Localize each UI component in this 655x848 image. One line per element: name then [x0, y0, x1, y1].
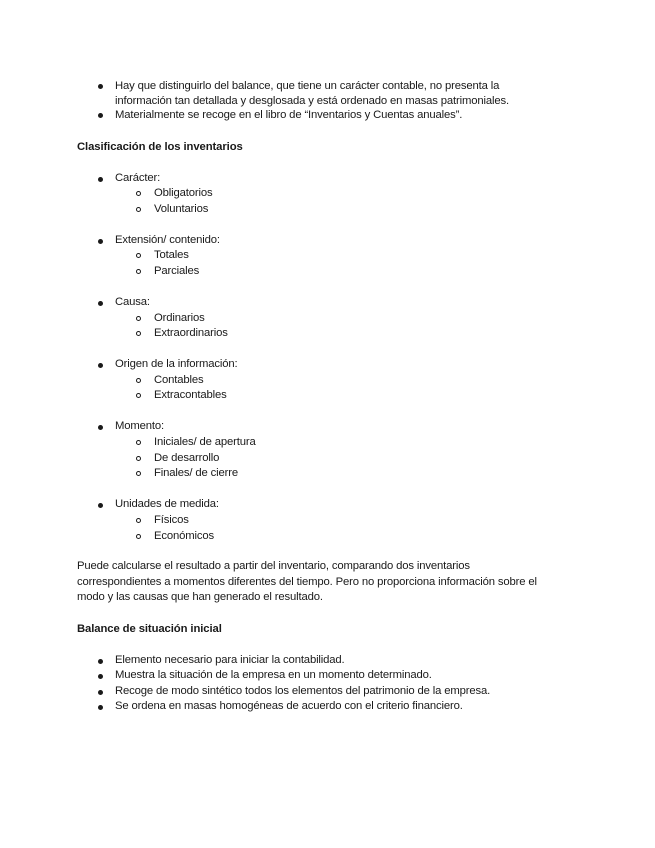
bullet-circle-icon	[136, 316, 141, 321]
bullet-disc-icon	[98, 705, 103, 710]
group-item: Iniciales/ de apertura	[154, 436, 256, 448]
bullet-circle-icon	[136, 456, 141, 461]
group-item: De desarrollo	[154, 452, 220, 464]
paragraph-line: correspondientes a momentos diferentes del tiempo. Pero no proporciona información sobre el	[77, 576, 537, 588]
bullet-disc-icon	[98, 363, 103, 368]
group-item: Obligatorios	[154, 187, 213, 199]
group-item: Voluntarios	[154, 203, 209, 215]
bullet-circle-icon	[136, 331, 141, 336]
group-item: Totales	[154, 249, 189, 261]
bullet-circle-icon	[136, 518, 141, 523]
bullet-circle-icon	[136, 207, 141, 212]
balance-bullet-text: Recoge de modo sintético todos los elementos del patrimonio de la empresa.	[115, 685, 491, 697]
section-heading-balance: Balance de situación inicial	[77, 623, 222, 635]
bullet-disc-icon	[98, 659, 103, 664]
group-label: Origen de la información:	[115, 358, 238, 370]
group-item: Extraordinarios	[154, 327, 228, 339]
bullet-disc-icon	[98, 301, 103, 306]
bullet-circle-icon	[136, 269, 141, 274]
group-item: Finales/ de cierre	[154, 467, 238, 479]
group-item: Físicos	[154, 514, 189, 526]
bullet-disc-icon	[98, 425, 103, 430]
group-label: Unidades de medida:	[115, 498, 219, 510]
balance-bullet-text: Elemento necesario para iniciar la contabilidad.	[115, 654, 345, 666]
paragraph-line: Puede calcularse el resultado a partir del inventario, comparando dos inventarios	[77, 560, 470, 572]
bullet-disc-icon	[98, 690, 103, 695]
bullet-circle-icon	[136, 393, 141, 398]
group-item: Contables	[154, 374, 204, 386]
paragraph-line: modo y las causas que han generado el resultado.	[77, 591, 323, 603]
group-label: Extensión/ contenido:	[115, 234, 220, 246]
bullet-disc-icon	[98, 239, 103, 244]
bullet-circle-icon	[136, 471, 141, 476]
section-heading-clasificacion: Clasificación de los inventarios	[77, 141, 243, 153]
balance-bullet-text: Se ordena en masas homogéneas de acuerdo con el criterio financiero.	[115, 700, 463, 712]
group-item: Parciales	[154, 265, 200, 277]
bullet-circle-icon	[136, 253, 141, 258]
bullet-disc-icon	[98, 84, 103, 89]
group-label: Momento:	[115, 420, 165, 432]
bullet-circle-icon	[136, 534, 141, 539]
bullet-disc-icon	[98, 674, 103, 679]
group-item: Extracontables	[154, 389, 227, 401]
group-label: Carácter:	[115, 172, 161, 184]
balance-bullet-text: Muestra la situación de la empresa en un momento determinado.	[115, 669, 432, 681]
intro-bullet-text: Hay que distinguirlo del balance, que tiene un carácter contable, no presenta la	[115, 80, 500, 92]
bullet-circle-icon	[136, 191, 141, 196]
group-label: Causa:	[115, 296, 150, 308]
bullet-disc-icon	[98, 113, 103, 118]
group-item: Ordinarios	[154, 312, 205, 324]
intro-bullet-text-continued: información tan detallada y desglosada y está ordenado en masas patrimoniales.	[115, 95, 509, 107]
group-item: Económicos	[154, 530, 215, 542]
intro-bullet-text: Materialmente se recoge en el libro de “Inventarios y Cuentas anuales”.	[115, 109, 463, 121]
bullet-disc-icon	[98, 177, 103, 182]
bullet-circle-icon	[136, 440, 141, 445]
bullet-disc-icon	[98, 503, 103, 508]
bullet-circle-icon	[136, 378, 141, 383]
